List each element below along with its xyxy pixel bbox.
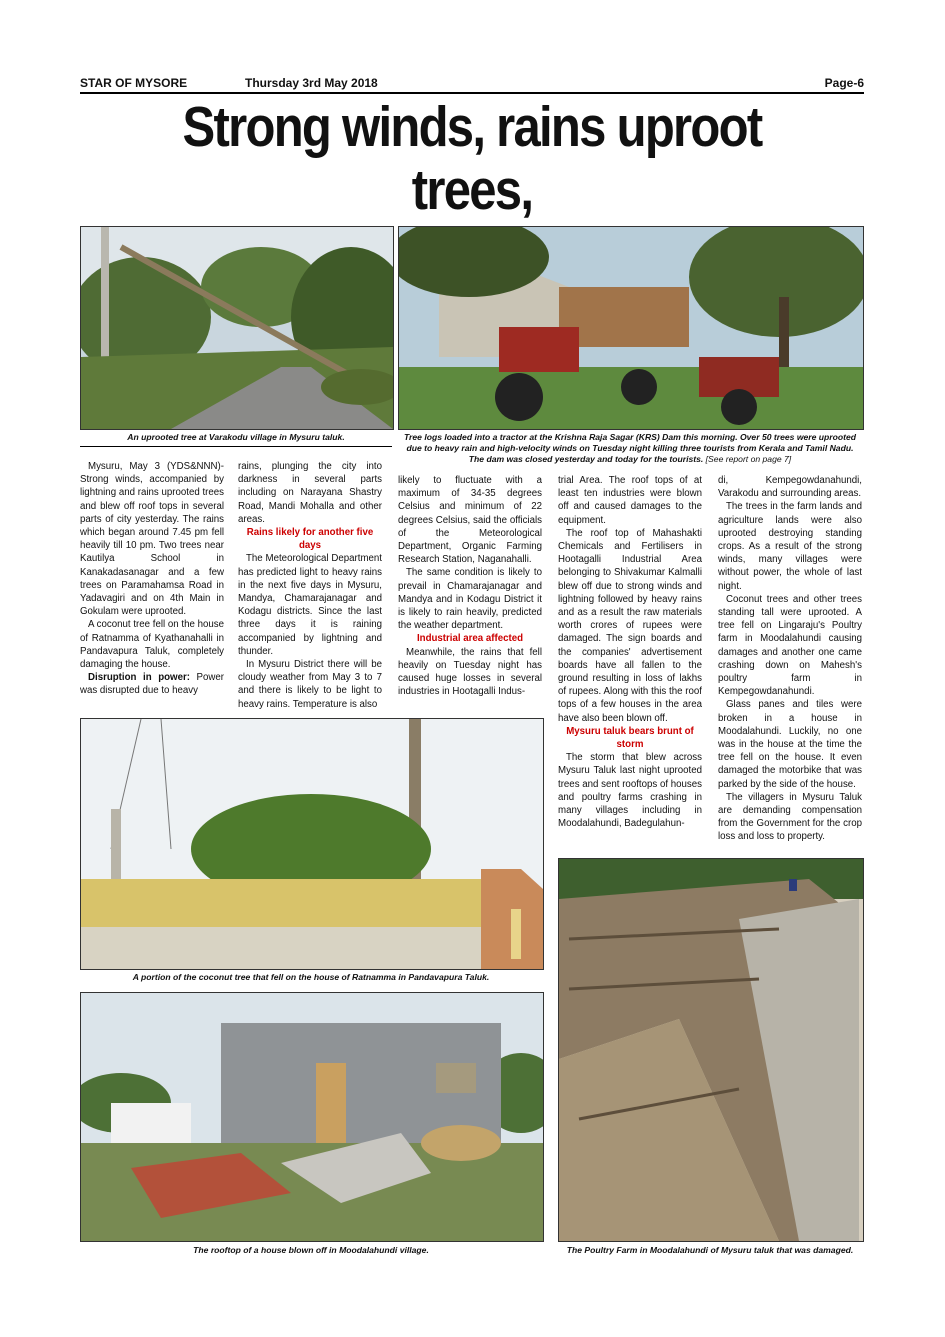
paragraph: Meanwhile, the rains that fell heavily on Tuesday night has caused huge losses in several industries in Hootagalli Indus- bbox=[398, 646, 542, 698]
masthead-rule bbox=[80, 92, 864, 94]
paragraph: The trees in the farm lands and agriculture lands were also uprooted destroying standing crops. As a result of the strong winds, many villages were without power, the whole of last night. bbox=[718, 501, 862, 592]
paragraph: In Mysuru District there will be cloudy weather from May 3 to 7 and there is likely to be light to heavy rains. Temperature is also bbox=[238, 659, 382, 710]
caption-rule bbox=[80, 446, 392, 447]
paragraph: The villagers in Mysuru Taluk are demanding compensation from the Government for the crop loss and loss to property. bbox=[718, 791, 862, 843]
paragraph: trial Area. The roof tops of at least ten industries were blown off and caused damages to the equipment. bbox=[558, 475, 702, 526]
photo-tractor-logs bbox=[398, 226, 864, 430]
caption-photo-2-text: Tree logs loaded into a tractor at the Krishna Raja Sagar (KRS) Dam this morning. Over 50 trees were uprooted due to heavy rain and high-velocity winds on Tuesday night killing three tourists from Kerala and Tamil Nadu. The dam was closed yesterday and today for the tourists. bbox=[403, 432, 857, 464]
paragraph: The same condition is likely to prevail in Chamarajanagar and Mandya and in Kodagu District it is likely to rain heavily, predicted the weather department. bbox=[398, 567, 542, 632]
paragraph: Coconut trees and other trees standing tall were uprooted. A tree fell on Lingaraju's Poultry farm in Moodalahundi causing damages and another one came crashing down on Mahesh's poultry farm in Kempegowdanahundi. bbox=[718, 593, 862, 698]
paragraph: A coconut tree fell on the house of Ratnamma of Kyathanahalli in Pandavapura Taluk, completely damaging the house. bbox=[80, 619, 224, 671]
paper-name: STAR OF MYSORE bbox=[80, 76, 188, 90]
article-column-1 bbox=[80, 460, 224, 698]
paragraph: likely to fluctuate with a maximum of 34-35 degrees Celsius and minimum of 22 degrees Celsius, said the officials of the Meteorological Department, Organic Farming Research Station, Naganahalli. bbox=[398, 475, 542, 566]
subheading: Industrial area affected bbox=[416, 633, 524, 645]
paragraph: The Meteorological Department has predicted light to heavy rains in the next five days in Mysuru, Mandya, Chamarajanagar and Kodagu districts. Since the last three days it is raining accompanied by lightning and thunder. bbox=[238, 553, 382, 657]
issue-date: Thursday 3rd May 2018 bbox=[245, 76, 378, 90]
paragraph: rains, plunging the city into darkness in several parts including on Narayana Shastry Road, Mandi Mohalla and other areas. bbox=[238, 461, 382, 525]
article-column-2 bbox=[238, 460, 382, 711]
caption-photo-1: An uprooted tree at Varakodu village in Mysuru taluk. bbox=[127, 432, 345, 442]
photo-rooftop-blown bbox=[80, 992, 544, 1242]
photo-coconut-tree-house bbox=[80, 718, 544, 970]
article-column-4 bbox=[558, 474, 702, 830]
paragraph: Disruption in power: Power was disrupted due to heavy bbox=[80, 672, 224, 697]
article-column-3 bbox=[398, 474, 542, 698]
masthead bbox=[80, 76, 864, 92]
subheading: Rains likely for another five days bbox=[246, 527, 374, 552]
paragraph: Mysuru, May 3 (YDS&NNN)- Strong winds, accompanied by lightning and rains uprooted trees and blew off roof tops in several parts of city yesterday. The rains which began around 7.45 pm fell heavily till 10 pm. Two trees near Kautilya School in Kanakadasanagar and a few trees on Paramahamsa Road in Yadavagiri and on 4th Main in Gokulam were uprooted. bbox=[80, 461, 224, 618]
photo-poultry-farm bbox=[558, 858, 864, 1242]
photo-uprooted-tree bbox=[80, 226, 394, 430]
article-column-5 bbox=[718, 474, 862, 844]
caption-photo-4: The rooftop of a house blown off in Moodalahundi village. bbox=[193, 1245, 429, 1255]
paragraph: Glass panes and tiles were broken in a house in Moodalahundi. Luckily, no one was in the house at the time the tree fell on the house. It even damaged the motorbike that was parked by the side of the house. bbox=[718, 699, 862, 790]
caption-photo-5: The Poultry Farm in Moodalahundi of Mysuru taluk that was damaged. bbox=[566, 1245, 854, 1255]
caption-photo-3: A portion of the coconut tree that fell on the house of Ratnamma in Pandavapura Taluk. bbox=[132, 972, 490, 982]
page-number: Page-6 bbox=[824, 76, 864, 90]
paragraph: The roof top of Mahashakti Chemicals and Fertilisers in Hootagalli Industrial Area belonging to Shivakumar Kalmalli blew off due to strong winds and lightning followed by heavy rains and as a result the raw materials worth crores of rupees were damaged. The sign boards and the companies' advertisement boards have all fallen to the ground resulting in loss of lakhs of rupees. Along with this the roof tops of a few houses in the area have also been blown off. bbox=[558, 527, 702, 724]
lead-in: Disruption in power: bbox=[88, 672, 190, 684]
see-report-link[interactable]: [See report on page 7] bbox=[705, 454, 792, 464]
paragraph: The storm that blew across Mysuru Taluk last night uprooted trees and sent rooftops of houses and poultry farms crashing in many villages including in Moodalahundi, Badegulahun- bbox=[558, 752, 702, 830]
subheading: Mysuru taluk bears brunt of storm bbox=[566, 725, 694, 751]
headline-line-1: Strong winds, rains uproot trees, bbox=[182, 95, 762, 222]
paragraph: di, Kempegowdanahundi, Varakodu and surrounding areas. bbox=[718, 475, 862, 500]
caption-photo-2 bbox=[398, 432, 862, 465]
